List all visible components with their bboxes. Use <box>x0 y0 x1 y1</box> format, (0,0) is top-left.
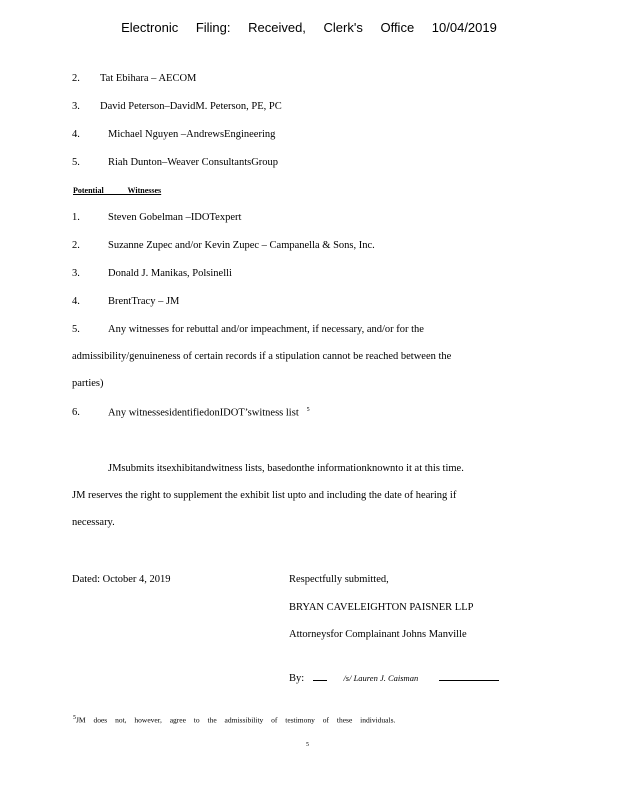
list-item-number: 5. <box>72 157 80 168</box>
item5-line-3: parties) <box>72 378 104 389</box>
attorneys-for-line: Attorneysfor Complainant Johns Manville <box>289 629 467 640</box>
list-item-number: 2. <box>72 73 80 84</box>
law-firm-name: BRYAN CAVELEIGHTON PAISNER LLP <box>289 602 474 613</box>
signature-blank-left <box>313 670 327 681</box>
paragraph-line-3: necessary. <box>72 517 115 528</box>
by-label: By: <box>289 673 305 684</box>
date-line: Dated: October 4, 2019 <box>72 574 171 585</box>
footnote-text: JM does not, however, agree to the admissibility of testimony of these individuals. <box>76 715 396 725</box>
list-item-text: Donald J. Manikas, Polsinelli <box>108 268 232 279</box>
item5-line-2: admissibility/genuineness of certain records if a stipulation cannot be reached between the <box>72 351 452 362</box>
list-item-number: 4. <box>72 129 80 140</box>
list-item-number: 1. <box>72 212 80 223</box>
item5-line-1: Any witnesses for rebuttal and/or impeachment, if necessary, and/or for the <box>108 324 424 335</box>
potential-witnesses-heading: Potential Witnesses <box>73 186 162 195</box>
list-item-text: Tat Ebihara – AECOM <box>100 73 197 84</box>
footnote-reference: 5 <box>306 407 310 413</box>
list-item-text: Steven Gobelman –IDOTexpert <box>108 212 242 223</box>
signature-blank-right <box>439 670 499 681</box>
filing-stamp-header: Electronic Filing: Received, Clerk's Office 10/04/2019 <box>121 20 497 35</box>
list-item-text: Michael Nguyen –AndrewsEngineering <box>108 129 276 140</box>
footnote <box>73 715 395 725</box>
list-item-text: BrentTracy – JM <box>108 296 180 307</box>
paragraph-line-1: JMsubmits itsexhibitandwitness lists, basedonthe informationknownto it at this time. <box>108 463 464 474</box>
list-item-number: 6. <box>72 407 80 418</box>
list-item-text: Riah Dunton–Weaver ConsultantsGroup <box>108 157 279 168</box>
footnote-marker: 5 <box>73 715 76 721</box>
item6-text <box>108 407 310 419</box>
list-item-text: Suzanne Zupec and/or Kevin Zupec – Campanella & Sons, Inc. <box>108 240 375 251</box>
item6-label: Any witnessesidentifiedonIDOT’switness list <box>108 407 299 419</box>
paragraph-line-2: JM reserves the right to supplement the exhibit list upto and including the date of hearing if <box>72 490 457 501</box>
list-item-number: 5. <box>72 324 80 335</box>
list-item-text: David Peterson–DavidM. Peterson, PE, PC <box>100 101 282 112</box>
signature-line <box>289 670 499 684</box>
respectfully-submitted: Respectfully submitted, <box>289 574 389 585</box>
page-number: 5 <box>306 742 309 748</box>
list-item-number: 3. <box>72 101 80 112</box>
list-item-number: 3. <box>72 268 80 279</box>
list-item-number: 4. <box>72 296 80 307</box>
list-item-number: 2. <box>72 240 80 251</box>
electronic-signature: /s/ Lauren J. Caisman <box>343 673 419 683</box>
